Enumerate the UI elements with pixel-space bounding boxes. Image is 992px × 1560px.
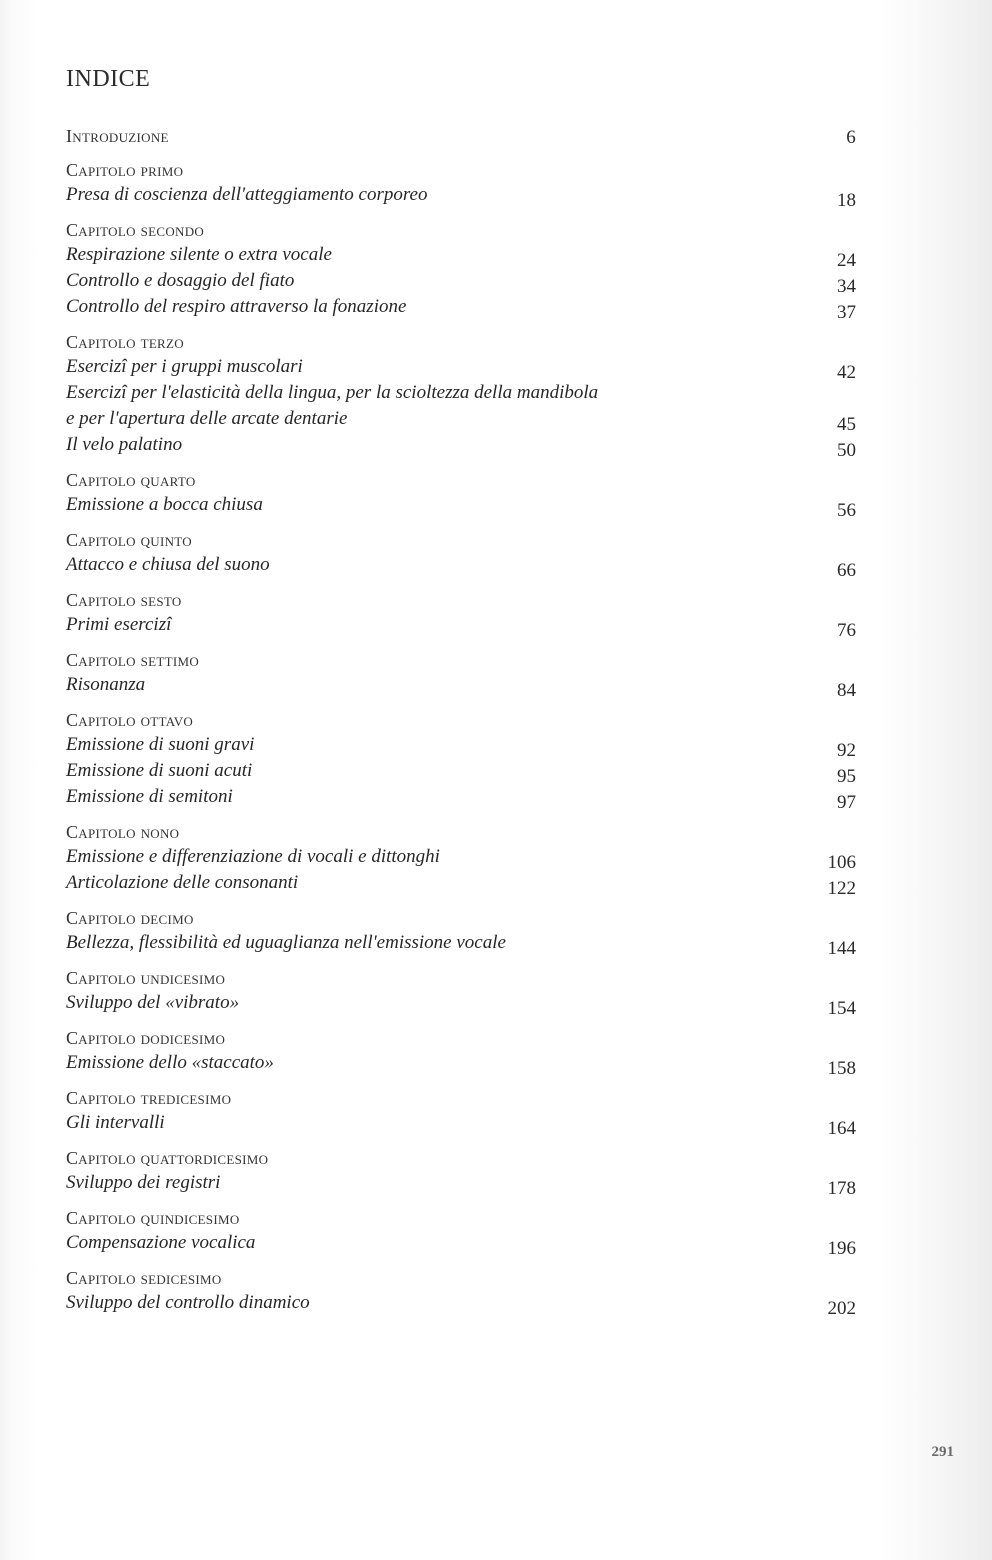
toc-entry-title: Presa di coscienza dell'atteggiamento corporeo	[66, 184, 428, 205]
chapter-heading-label: Capitolo quarto	[66, 470, 196, 490]
toc-entry	[66, 784, 856, 813]
toc-page-number: 196	[827, 1238, 856, 1259]
toc-entry	[66, 1290, 856, 1319]
chapter-heading	[66, 158, 856, 182]
toc-entry	[66, 844, 856, 873]
toc-entry-title: Controllo e dosaggio del fiato	[66, 270, 295, 291]
toc-chapter	[66, 528, 856, 581]
chapter-heading	[66, 820, 856, 844]
toc-chapter	[66, 330, 856, 461]
toc-page-number: 18	[837, 190, 856, 211]
chapter-heading	[66, 588, 856, 612]
toc-page-number: 42	[837, 362, 856, 383]
toc-page-number: 56	[837, 500, 856, 521]
chapter-heading-label: Capitolo secondo	[66, 220, 205, 240]
chapter-heading-label: Capitolo ottavo	[66, 710, 194, 730]
toc-page-number: 37	[837, 302, 856, 323]
chapter-heading-label: Introduzione	[66, 126, 169, 146]
chapter-heading	[66, 1026, 856, 1050]
toc-entry	[66, 732, 856, 761]
toc-chapter	[66, 588, 856, 641]
chapter-heading	[66, 708, 856, 732]
chapter-heading-label: Capitolo quindicesimo	[66, 1208, 240, 1228]
toc-entry	[66, 672, 856, 701]
toc-entry	[66, 268, 856, 297]
toc-page-number: 92	[837, 740, 856, 761]
toc-entry-title: Emissione a bocca chiusa	[66, 494, 263, 515]
toc-entry-title: Emissione e differenziazione di vocali e dittonghi	[66, 846, 440, 867]
toc-entry-title: Esercizî per i gruppi muscolari	[66, 356, 303, 377]
table-of-contents	[66, 124, 856, 1326]
toc-entry	[66, 380, 856, 406]
toc-page-number: 122	[827, 878, 856, 899]
chapter-heading	[66, 468, 856, 492]
toc-entry-title: Controllo del respiro attraverso la fonazione	[66, 296, 407, 317]
chapter-heading	[66, 124, 856, 148]
chapter-heading-label: Capitolo settimo	[66, 650, 200, 670]
chapter-heading-label: Capitolo dodicesimo	[66, 1028, 226, 1048]
toc-entry	[66, 432, 856, 461]
toc-entry	[66, 758, 856, 787]
toc-entry-title: Sviluppo del controllo dinamico	[66, 1292, 310, 1313]
toc-entry-title: Respirazione silente o extra vocale	[66, 244, 332, 265]
chapter-heading-label: Capitolo nono	[66, 822, 180, 842]
toc-chapter	[66, 820, 856, 899]
toc-page-number: 66	[837, 560, 856, 581]
toc-entry	[66, 1230, 856, 1259]
toc-entry-title: Compensazione vocalica	[66, 1232, 256, 1253]
toc-entry	[66, 990, 856, 1019]
toc-chapter	[66, 1146, 856, 1199]
toc-entry	[66, 242, 856, 271]
toc-entry	[66, 930, 856, 959]
toc-page-number: 202	[827, 1298, 856, 1319]
chapter-heading-label: Capitolo terzo	[66, 332, 184, 352]
toc-page-number: 178	[827, 1178, 856, 1199]
toc-chapter	[66, 648, 856, 701]
toc-entry	[66, 492, 856, 521]
toc-entry-title: Emissione dello «staccato»	[66, 1052, 274, 1073]
toc-entry-title: Emissione di suoni acuti	[66, 760, 253, 781]
toc-chapter	[66, 124, 856, 148]
toc-page-number: 158	[827, 1058, 856, 1079]
toc-entry-title: Primi esercizî	[66, 614, 172, 635]
toc-entry-title: Bellezza, flessibilità ed uguaglianza nell'emissione vocale	[66, 932, 506, 953]
toc-chapter	[66, 158, 856, 211]
toc-entry-title: Esercizî per l'elasticità della lingua, per la scioltezza della mandibola	[66, 382, 599, 403]
toc-entry-title: Emissione di suoni gravi	[66, 734, 255, 755]
toc-chapter	[66, 1266, 856, 1319]
chapter-heading	[66, 966, 856, 990]
toc-page-number: 144	[827, 938, 856, 959]
chapter-heading-label: Capitolo primo	[66, 160, 184, 180]
chapter-heading	[66, 528, 856, 552]
chapter-heading	[66, 218, 856, 242]
toc-page-number: 97	[837, 792, 856, 813]
toc-page-number: 76	[837, 620, 856, 641]
toc-page-number: 84	[837, 680, 856, 701]
toc-chapter	[66, 218, 856, 323]
toc-page-number: 106	[827, 852, 856, 873]
toc-entry-title: Gli intervalli	[66, 1112, 165, 1133]
toc-entry-title: Il velo palatino	[66, 434, 183, 455]
toc-page-number: 95	[837, 766, 856, 787]
toc-entry	[66, 1170, 856, 1199]
toc-page-number: 24	[837, 250, 856, 271]
toc-chapter	[66, 468, 856, 521]
chapter-heading	[66, 648, 856, 672]
toc-page-number: 50	[837, 440, 856, 461]
toc-page-number: 164	[827, 1118, 856, 1139]
chapter-heading-label: Capitolo sesto	[66, 590, 182, 610]
chapter-heading	[66, 1086, 856, 1110]
toc-page-number: 45	[837, 414, 856, 435]
toc-entry	[66, 1050, 856, 1079]
chapter-heading-label: Capitolo sedicesimo	[66, 1268, 222, 1288]
toc-entry-title: Articolazione delle consonanti	[66, 872, 299, 893]
toc-entry	[66, 406, 856, 435]
toc-entry	[66, 552, 856, 581]
toc-entry-title: Emissione di semitoni	[66, 786, 233, 807]
chapter-heading	[66, 330, 856, 354]
chapter-heading-label: Capitolo tredicesimo	[66, 1088, 232, 1108]
toc-chapter	[66, 1086, 856, 1139]
toc-entry-title: Attacco e chiusa del suono	[66, 554, 270, 575]
toc-entry-title: Sviluppo dei registri	[66, 1172, 221, 1193]
page-number: 291	[931, 1444, 954, 1460]
toc-entry-title: Risonanza	[66, 674, 146, 695]
toc-entry	[66, 1110, 856, 1139]
page-title: INDICE	[66, 66, 151, 92]
toc-entry-title: Sviluppo del «vibrato»	[66, 992, 240, 1013]
chapter-heading	[66, 1266, 856, 1290]
toc-page-number: 6	[846, 127, 856, 148]
chapter-heading-label: Capitolo quinto	[66, 530, 192, 550]
toc-chapter	[66, 966, 856, 1019]
toc-entry	[66, 354, 856, 383]
toc-entry-title: e per l'apertura delle arcate dentarie	[66, 408, 348, 429]
chapter-heading-label: Capitolo quattordicesimo	[66, 1148, 269, 1168]
chapter-heading	[66, 1146, 856, 1170]
toc-page-number: 154	[827, 998, 856, 1019]
toc-entry	[66, 294, 856, 323]
chapter-heading	[66, 906, 856, 930]
toc-entry	[66, 612, 856, 641]
toc-chapter	[66, 1026, 856, 1079]
chapter-heading-label: Capitolo undicesimo	[66, 968, 226, 988]
toc-entry	[66, 182, 856, 211]
chapter-heading-label: Capitolo decimo	[66, 908, 194, 928]
toc-page-number: 34	[837, 276, 856, 297]
toc-chapter	[66, 708, 856, 813]
chapter-heading	[66, 1206, 856, 1230]
toc-entry	[66, 870, 856, 899]
toc-chapter	[66, 1206, 856, 1259]
toc-chapter	[66, 906, 856, 959]
